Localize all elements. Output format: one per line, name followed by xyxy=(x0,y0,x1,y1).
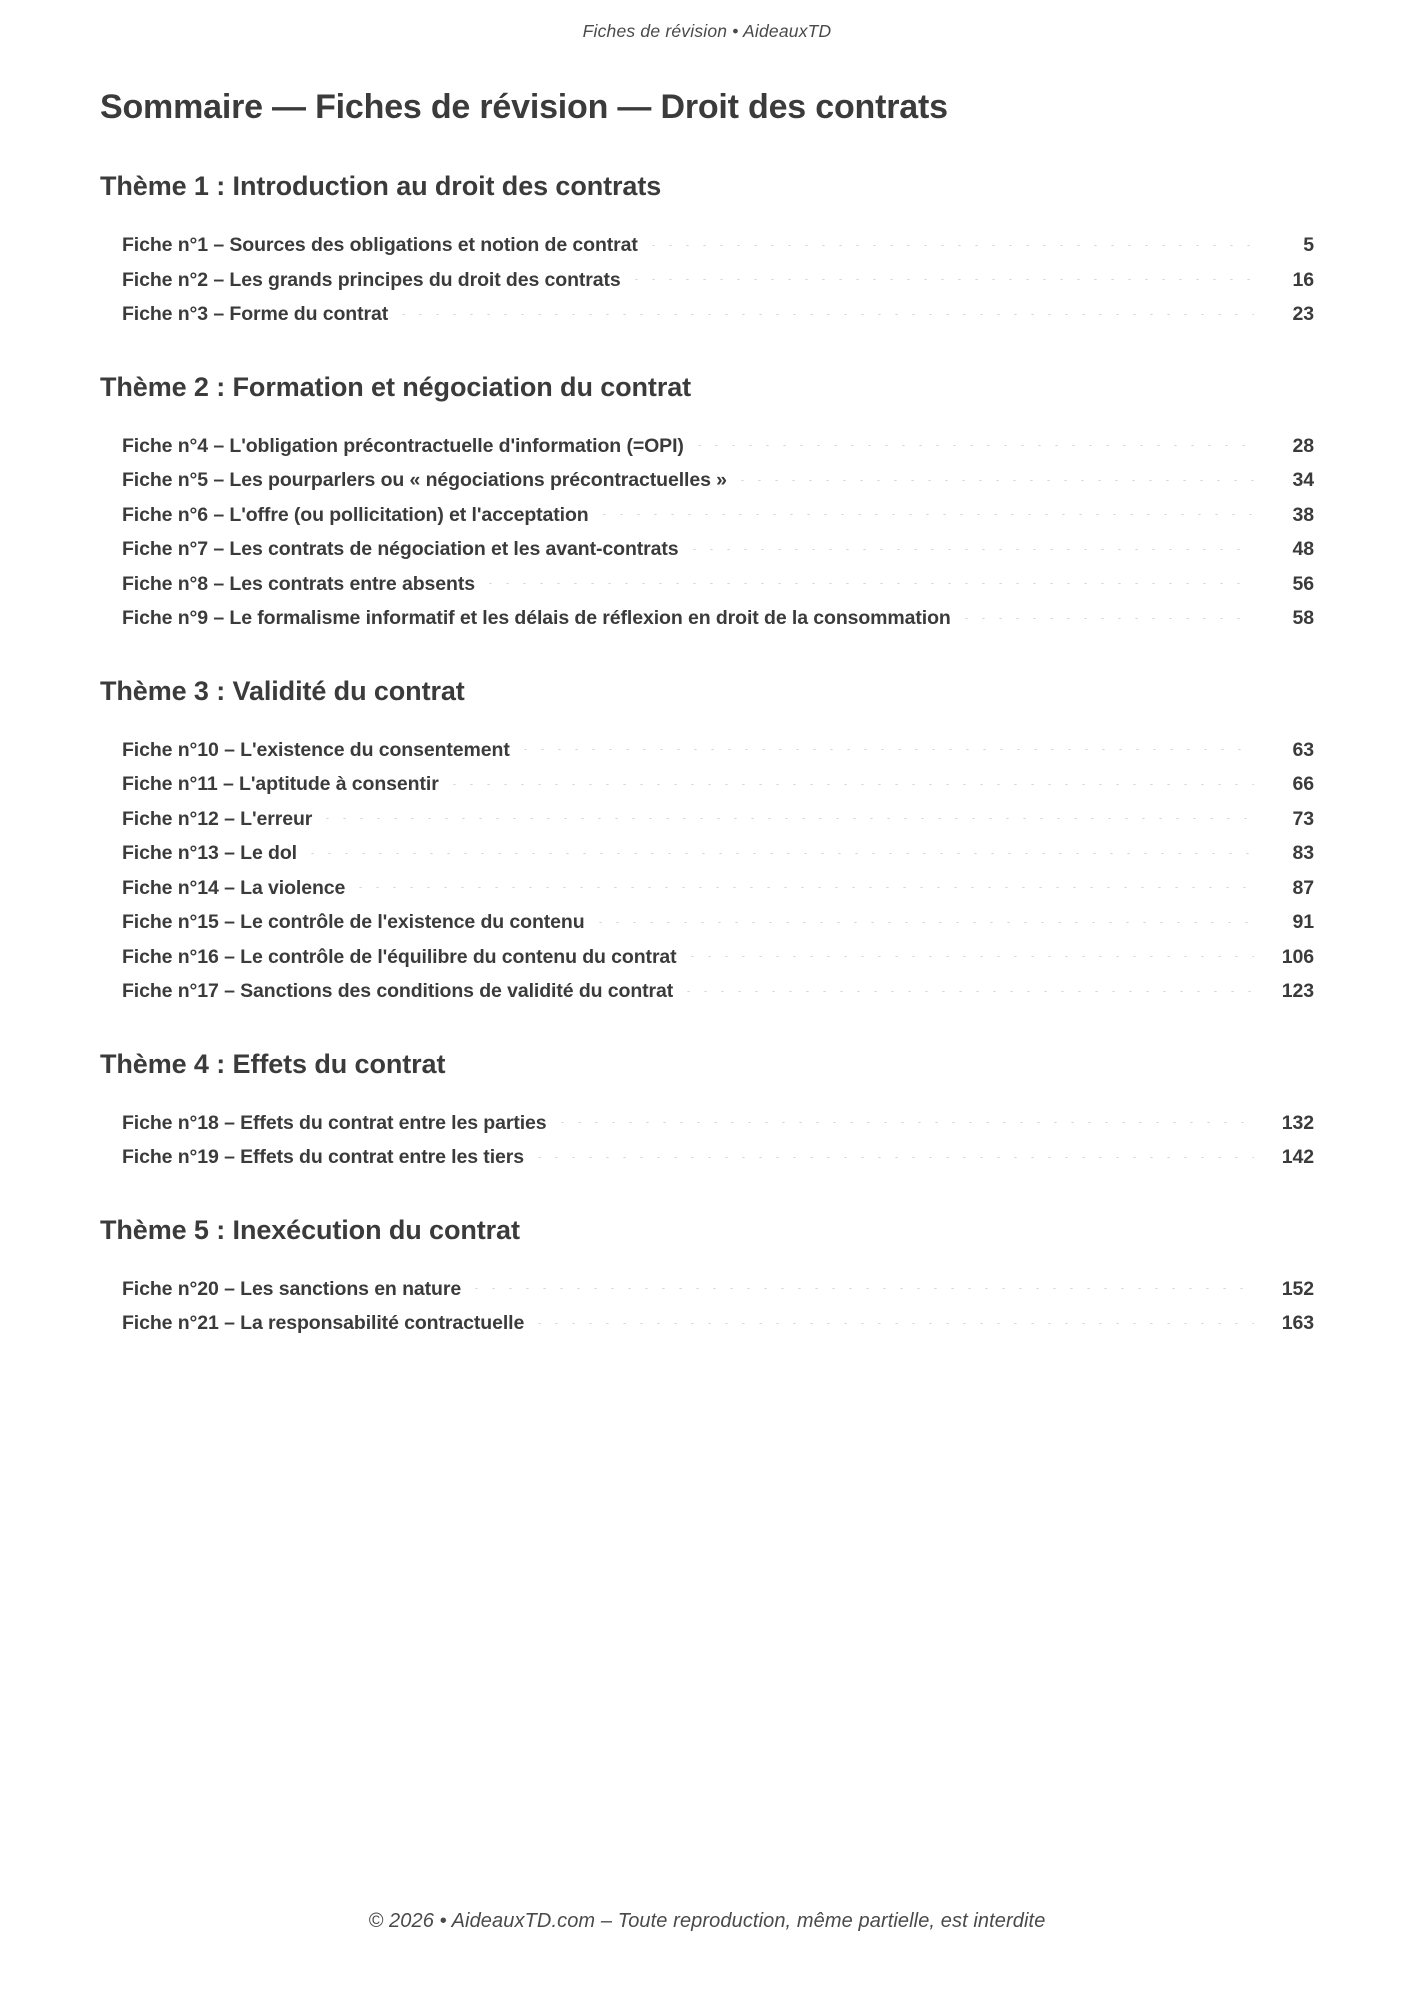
toc-leader-dots xyxy=(599,922,1254,923)
toc-entry-page-number: 152 xyxy=(1281,1277,1314,1300)
toc-entry-label: Fiche n°20 – Les sanctions en nature xyxy=(122,1277,462,1300)
toc-entry[interactable] xyxy=(122,463,1314,498)
theme-entry-list xyxy=(122,733,1314,1009)
theme-entry-list xyxy=(122,429,1314,636)
toc-entry[interactable] xyxy=(122,567,1314,602)
toc-leader-dots xyxy=(635,279,1254,280)
toc-leader-dots xyxy=(489,583,1254,584)
toc-entry-page-number: 83 xyxy=(1292,842,1314,864)
toc-entry-label: Fiche n°5 – Les pourparlers ou « négociations précontractuelles » xyxy=(122,469,727,491)
theme-entry-list xyxy=(122,1272,1314,1341)
toc-leader-dots xyxy=(698,445,1254,446)
toc-entry-page-number: 123 xyxy=(1281,980,1314,1002)
toc-entry-label: Fiche n°8 – Les contrats entre absents xyxy=(122,572,475,595)
toc-leader-dots xyxy=(538,1157,1254,1158)
toc-entry-label: Fiche n°10 – L'existence du consentement xyxy=(122,738,510,761)
toc-entry-label: Fiche n°16 – Le contrôle de l'équilibre du contenu du contrat xyxy=(122,945,677,968)
theme-heading: Thème 4 : Effets du contrat xyxy=(100,1048,446,1079)
toc-leader-dots xyxy=(603,514,1254,515)
toc-entry-label: Fiche n°7 – Les contrats de négociation et les avant-contrats xyxy=(122,538,679,560)
page-title: Sommaire — Fiches de révision — Droit des contrats xyxy=(100,88,948,126)
toc-entry[interactable] xyxy=(122,429,1314,464)
toc-leader-dots xyxy=(652,245,1254,246)
theme-block xyxy=(100,1049,1314,1175)
document-footer: © 2026 • AideauxTD.com – Toute reproduction, même partielle, est interdite xyxy=(368,1910,1046,1932)
toc-entry[interactable] xyxy=(122,802,1314,837)
table-of-contents xyxy=(0,171,1414,1341)
toc-leader-dots xyxy=(561,1122,1254,1123)
theme-entry-list xyxy=(122,1106,1314,1175)
toc-leader-dots xyxy=(687,991,1254,992)
toc-entry[interactable] xyxy=(122,767,1314,802)
toc-entry-page-number: 48 xyxy=(1292,538,1314,560)
toc-entry-page-number: 38 xyxy=(1292,503,1314,526)
toc-entry-page-number: 56 xyxy=(1292,572,1314,595)
toc-leader-dots xyxy=(741,480,1254,481)
toc-entry[interactable] xyxy=(122,498,1314,533)
toc-entry-page-number: 163 xyxy=(1281,1312,1314,1334)
toc-entry[interactable] xyxy=(122,1140,1314,1175)
toc-entry-label: Fiche n°6 – L'offre (ou pollicitation) et l'acceptation xyxy=(122,503,589,526)
toc-entry[interactable] xyxy=(122,905,1314,940)
theme-block xyxy=(100,372,1314,636)
toc-entry-label: Fiche n°13 – Le dol xyxy=(122,842,297,864)
toc-leader-dots xyxy=(965,618,1254,619)
toc-entry[interactable] xyxy=(122,263,1314,298)
toc-entry[interactable] xyxy=(122,1106,1314,1141)
toc-entry-page-number: 58 xyxy=(1292,607,1314,629)
toc-entry[interactable] xyxy=(122,940,1314,975)
toc-entry[interactable] xyxy=(122,532,1314,567)
toc-leader-dots xyxy=(359,887,1254,888)
theme-heading: Thème 2 : Formation et négociation du contrat xyxy=(100,371,692,402)
toc-entry-page-number: 28 xyxy=(1292,434,1314,457)
theme-heading: Thème 1 : Introduction au droit des contrats xyxy=(100,171,662,201)
toc-leader-dots xyxy=(453,784,1254,785)
toc-entry-label: Fiche n°1 – Sources des obligations et notion de contrat xyxy=(122,234,638,256)
toc-leader-dots xyxy=(691,956,1254,957)
toc-entry[interactable] xyxy=(122,228,1314,263)
toc-entry-label: Fiche n°15 – Le contrôle de l'existence du contenu xyxy=(122,911,585,933)
toc-entry-label: Fiche n°2 – Les grands principes du droit des contrats xyxy=(122,268,621,291)
running-header: Fiches de révision • AideauxTD xyxy=(582,21,832,41)
toc-leader-dots xyxy=(402,314,1254,315)
toc-leader-dots xyxy=(475,1288,1254,1289)
toc-leader-dots xyxy=(693,549,1254,550)
toc-entry-label: Fiche n°4 – L'obligation précontractuelle d'information (=OPI) xyxy=(122,434,684,457)
theme-heading: Thème 3 : Validité du contrat xyxy=(100,675,465,706)
theme-entry-list xyxy=(122,228,1314,332)
toc-entry-page-number: 106 xyxy=(1281,945,1314,968)
toc-entry-label: Fiche n°14 – La violence xyxy=(122,876,346,899)
toc-entry-page-number: 91 xyxy=(1292,911,1314,933)
toc-entry-page-number: 66 xyxy=(1292,773,1314,795)
toc-entry[interactable] xyxy=(122,1272,1314,1307)
toc-entry[interactable] xyxy=(122,836,1314,871)
toc-entry-page-number: 5 xyxy=(1303,234,1314,256)
toc-entry[interactable] xyxy=(122,974,1314,1009)
theme-heading: Thème 5 : Inexécution du contrat xyxy=(100,1214,520,1245)
toc-entry[interactable] xyxy=(122,733,1314,768)
toc-entry-page-number: 142 xyxy=(1281,1146,1314,1168)
toc-entry[interactable] xyxy=(122,871,1314,906)
toc-entry[interactable] xyxy=(122,601,1314,636)
theme-block xyxy=(100,171,1314,332)
toc-entry-page-number: 87 xyxy=(1292,876,1314,899)
toc-entry-label: Fiche n°3 – Forme du contrat xyxy=(122,303,389,325)
toc-entry-page-number: 34 xyxy=(1292,469,1314,491)
toc-entry[interactable] xyxy=(122,297,1314,332)
toc-entry-label: Fiche n°17 – Sanctions des conditions de validité du contrat xyxy=(122,980,674,1002)
toc-leader-dots xyxy=(311,853,1254,854)
toc-entry-label: Fiche n°18 – Effets du contrat entre les parties xyxy=(122,1111,547,1134)
toc-leader-dots xyxy=(326,818,1254,819)
toc-entry[interactable] xyxy=(122,1306,1314,1341)
toc-entry-label: Fiche n°21 – La responsabilité contractuelle xyxy=(122,1312,525,1334)
toc-entry-label: Fiche n°9 – Le formalisme informatif et les délais de réflexion en droit de la consommation xyxy=(122,607,951,629)
toc-entry-label: Fiche n°11 – L'aptitude à consentir xyxy=(122,773,439,795)
theme-block xyxy=(100,676,1314,1009)
toc-entry-page-number: 63 xyxy=(1292,738,1314,761)
toc-leader-dots xyxy=(538,1323,1254,1324)
toc-entry-page-number: 132 xyxy=(1281,1111,1314,1134)
toc-entry-page-number: 73 xyxy=(1292,807,1314,830)
toc-entry-label: Fiche n°12 – L'erreur xyxy=(122,807,313,830)
toc-entry-page-number: 23 xyxy=(1292,303,1314,325)
toc-leader-dots xyxy=(524,749,1254,750)
toc-entry-page-number: 16 xyxy=(1292,268,1314,291)
theme-block xyxy=(100,1215,1314,1341)
toc-entry-label: Fiche n°19 – Effets du contrat entre les tiers xyxy=(122,1146,524,1168)
